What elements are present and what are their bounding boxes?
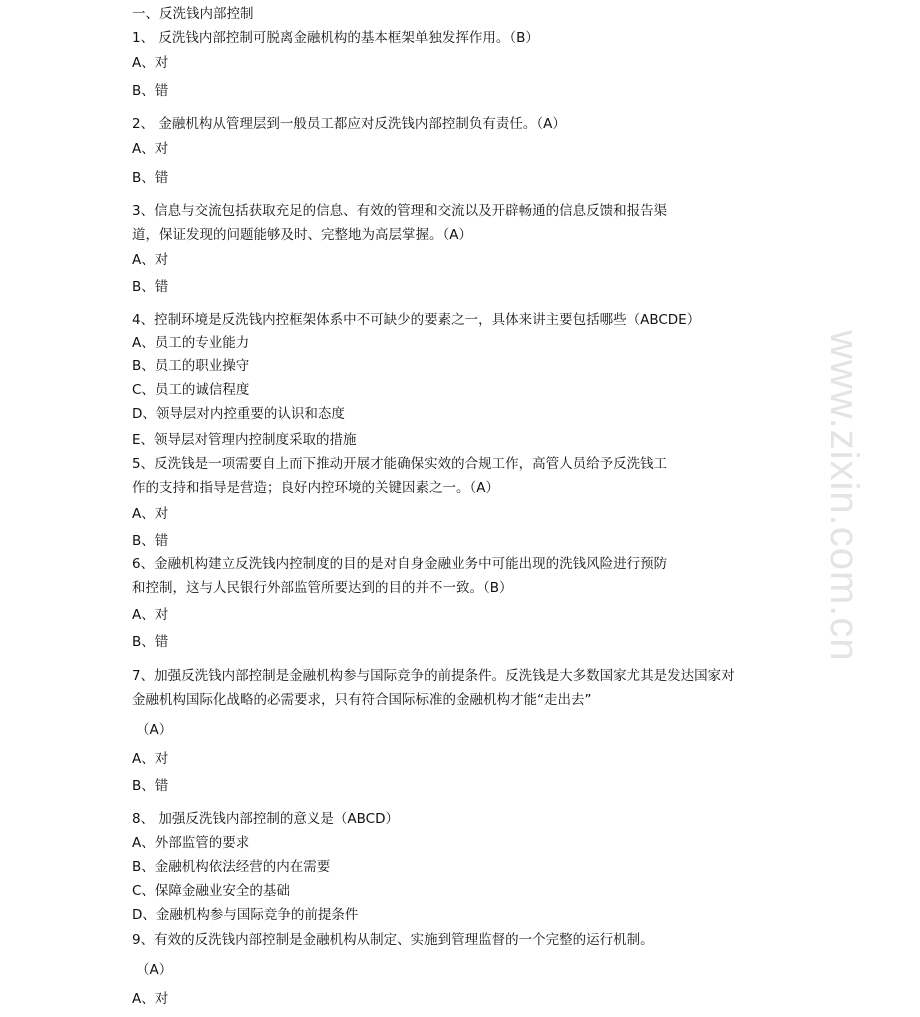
question-text: 3、信息与交流包括获取充足的信息、有效的管理和交流以及开辟畅通的信息反馈和报告渠 <box>132 203 668 219</box>
question-text: 4、控制环境是反洗钱内控框架体系中不可缺少的要素之一，具体来讲主要包括哪些（ABCDE） <box>132 312 701 328</box>
answer-option: A、对 <box>132 607 169 623</box>
answer-option: B、错 <box>132 83 169 99</box>
answer-option: A、对 <box>132 55 169 71</box>
question-text: 9、有效的反洗钱内部控制是金融机构从制定、实施到管理监督的一个完整的运行机制。 <box>132 932 654 948</box>
answer-option: B、错 <box>132 634 169 650</box>
answer-option: B、错 <box>132 778 169 794</box>
answer-option: A、对 <box>132 991 169 1007</box>
question-text: 金融机构国际化战略的必需要求，只有符合国际标准的金融机构才能“走出去” <box>132 692 592 708</box>
question-text: 6、金融机构建立反洗钱内控制度的目的是对自身金融业务中可能出现的洗钱风险进行预防 <box>132 556 668 572</box>
question-text: 8、 加强反洗钱内部控制的意义是（ABCD） <box>132 811 399 827</box>
answer-option: A、对 <box>132 141 169 157</box>
answer-option: B、金融机构依法经营的内在需要 <box>132 859 331 875</box>
answer-option: D、金融机构参与国际竞争的前提条件 <box>132 907 359 923</box>
answer-option: A、对 <box>132 252 169 268</box>
watermark: www.zixin.com.cn <box>822 330 866 662</box>
question-text: 5、反洗钱是一项需要自上而下推动开展才能确保实效的合规工作，高管人员给予反洗钱工 <box>132 456 668 472</box>
question-text: 和控制，这与人民银行外部监管所要达到的目的并不一致。（B） <box>132 580 513 596</box>
answer-option: B、错 <box>132 279 169 295</box>
answer-option: B、员工的职业操守 <box>132 358 250 374</box>
question-text: （A） <box>136 962 173 978</box>
question-text: 1、 反洗钱内部控制可脱离金融机构的基本框架单独发挥作用。（B） <box>132 30 539 46</box>
question-text: 7、加强反洗钱内部控制是金融机构参与国际竞争的前提条件。反洗钱是大多数国家尤其是发达国家对 <box>132 668 735 684</box>
question-text: 作的支持和指导是营造；良好内控环境的关键因素之一。（A） <box>132 480 499 496</box>
question-text: 道，保证发现的问题能够及时、完整地为高层掌握。（A） <box>132 227 472 243</box>
answer-option: A、对 <box>132 751 169 767</box>
answer-option: A、外部监管的要求 <box>132 835 250 851</box>
answer-option: A、员工的专业能力 <box>132 335 250 351</box>
question-text: （A） <box>136 722 173 738</box>
answer-option: C、保障金融业安全的基础 <box>132 883 290 899</box>
question-text: 2、 金融机构从管理层到一般员工都应对反洗钱内部控制负有责任。（A） <box>132 116 566 132</box>
answer-option: E、领导层对管理内控制度采取的措施 <box>132 432 357 448</box>
answer-option: A、对 <box>132 506 169 522</box>
section-heading: 一、反洗钱内部控制 <box>132 6 254 22</box>
answer-option: C、员工的诚信程度 <box>132 382 250 398</box>
answer-option: D、领导层对内控重要的认识和态度 <box>132 406 345 422</box>
answer-option: B、错 <box>132 533 169 549</box>
answer-option: B、错 <box>132 170 169 186</box>
